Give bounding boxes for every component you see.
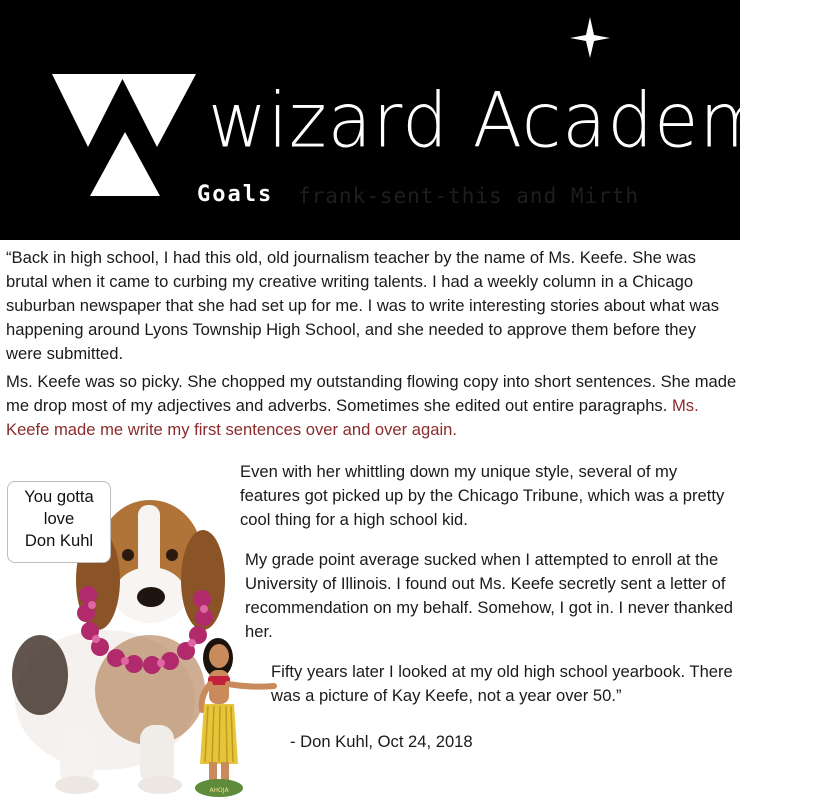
hula-doll-image xyxy=(192,636,282,800)
paragraph-4: My grade point average sucked when I attempted to enroll at the University of Illinois. I found out Ms. Keefe secretly sent a letter of recommendation on my behalf. Somehow, I got in. I never thanked her. xyxy=(245,550,733,641)
paragraph-1: “Back in high school, I had this old, old journalism teacher by the name of Ms. Keefe. She was brutal when it came to curbing my creative writing talents. I had a weekly column in a Chicago suburban newspaper that she had set up for me. I was to write interesting stories about what was happening around Lyons Township High School, and she needed to approve them before they were submitted. xyxy=(6,248,719,363)
sparkle-icon xyxy=(570,17,610,58)
bubble-line-3: Don Kuhl xyxy=(24,531,94,550)
goals-subtitle: frank-sent-this and Mirth xyxy=(298,184,640,208)
goals-label: Goals xyxy=(197,182,274,207)
paragraph-2-highlight: Ms. Keefe made me write my first sentences over and over again. xyxy=(6,396,699,439)
paragraph-3: Even with her whittling down my unique style, several of my features got picked up by the Chicago Tribune, which was a pretty cool thing for a high school kid. xyxy=(240,462,725,529)
paragraph-2 xyxy=(6,370,740,442)
paragraph-5: Fifty years later I looked at my old high school yearbook. There was a picture of Kay Keefe, not a year over 50.” xyxy=(271,662,733,705)
header-banner xyxy=(0,0,814,240)
signature: - Don Kuhl, Oct 24, 2018 xyxy=(290,732,473,751)
bubble-line-1: You gotta xyxy=(24,487,94,506)
paragraph-2-main: Ms. Keefe was so picky. She chopped my outstanding flowing copy into short sentences. She made me drop most of my adjectives and adverbs. Sometimes she edited out entire paragraphs. xyxy=(6,372,737,415)
bubble-line-2: love xyxy=(43,509,75,528)
brand-title: wizard Academy xyxy=(208,75,814,165)
speech-bubble xyxy=(7,481,111,563)
doll-base-label: AHOJA xyxy=(209,787,229,794)
